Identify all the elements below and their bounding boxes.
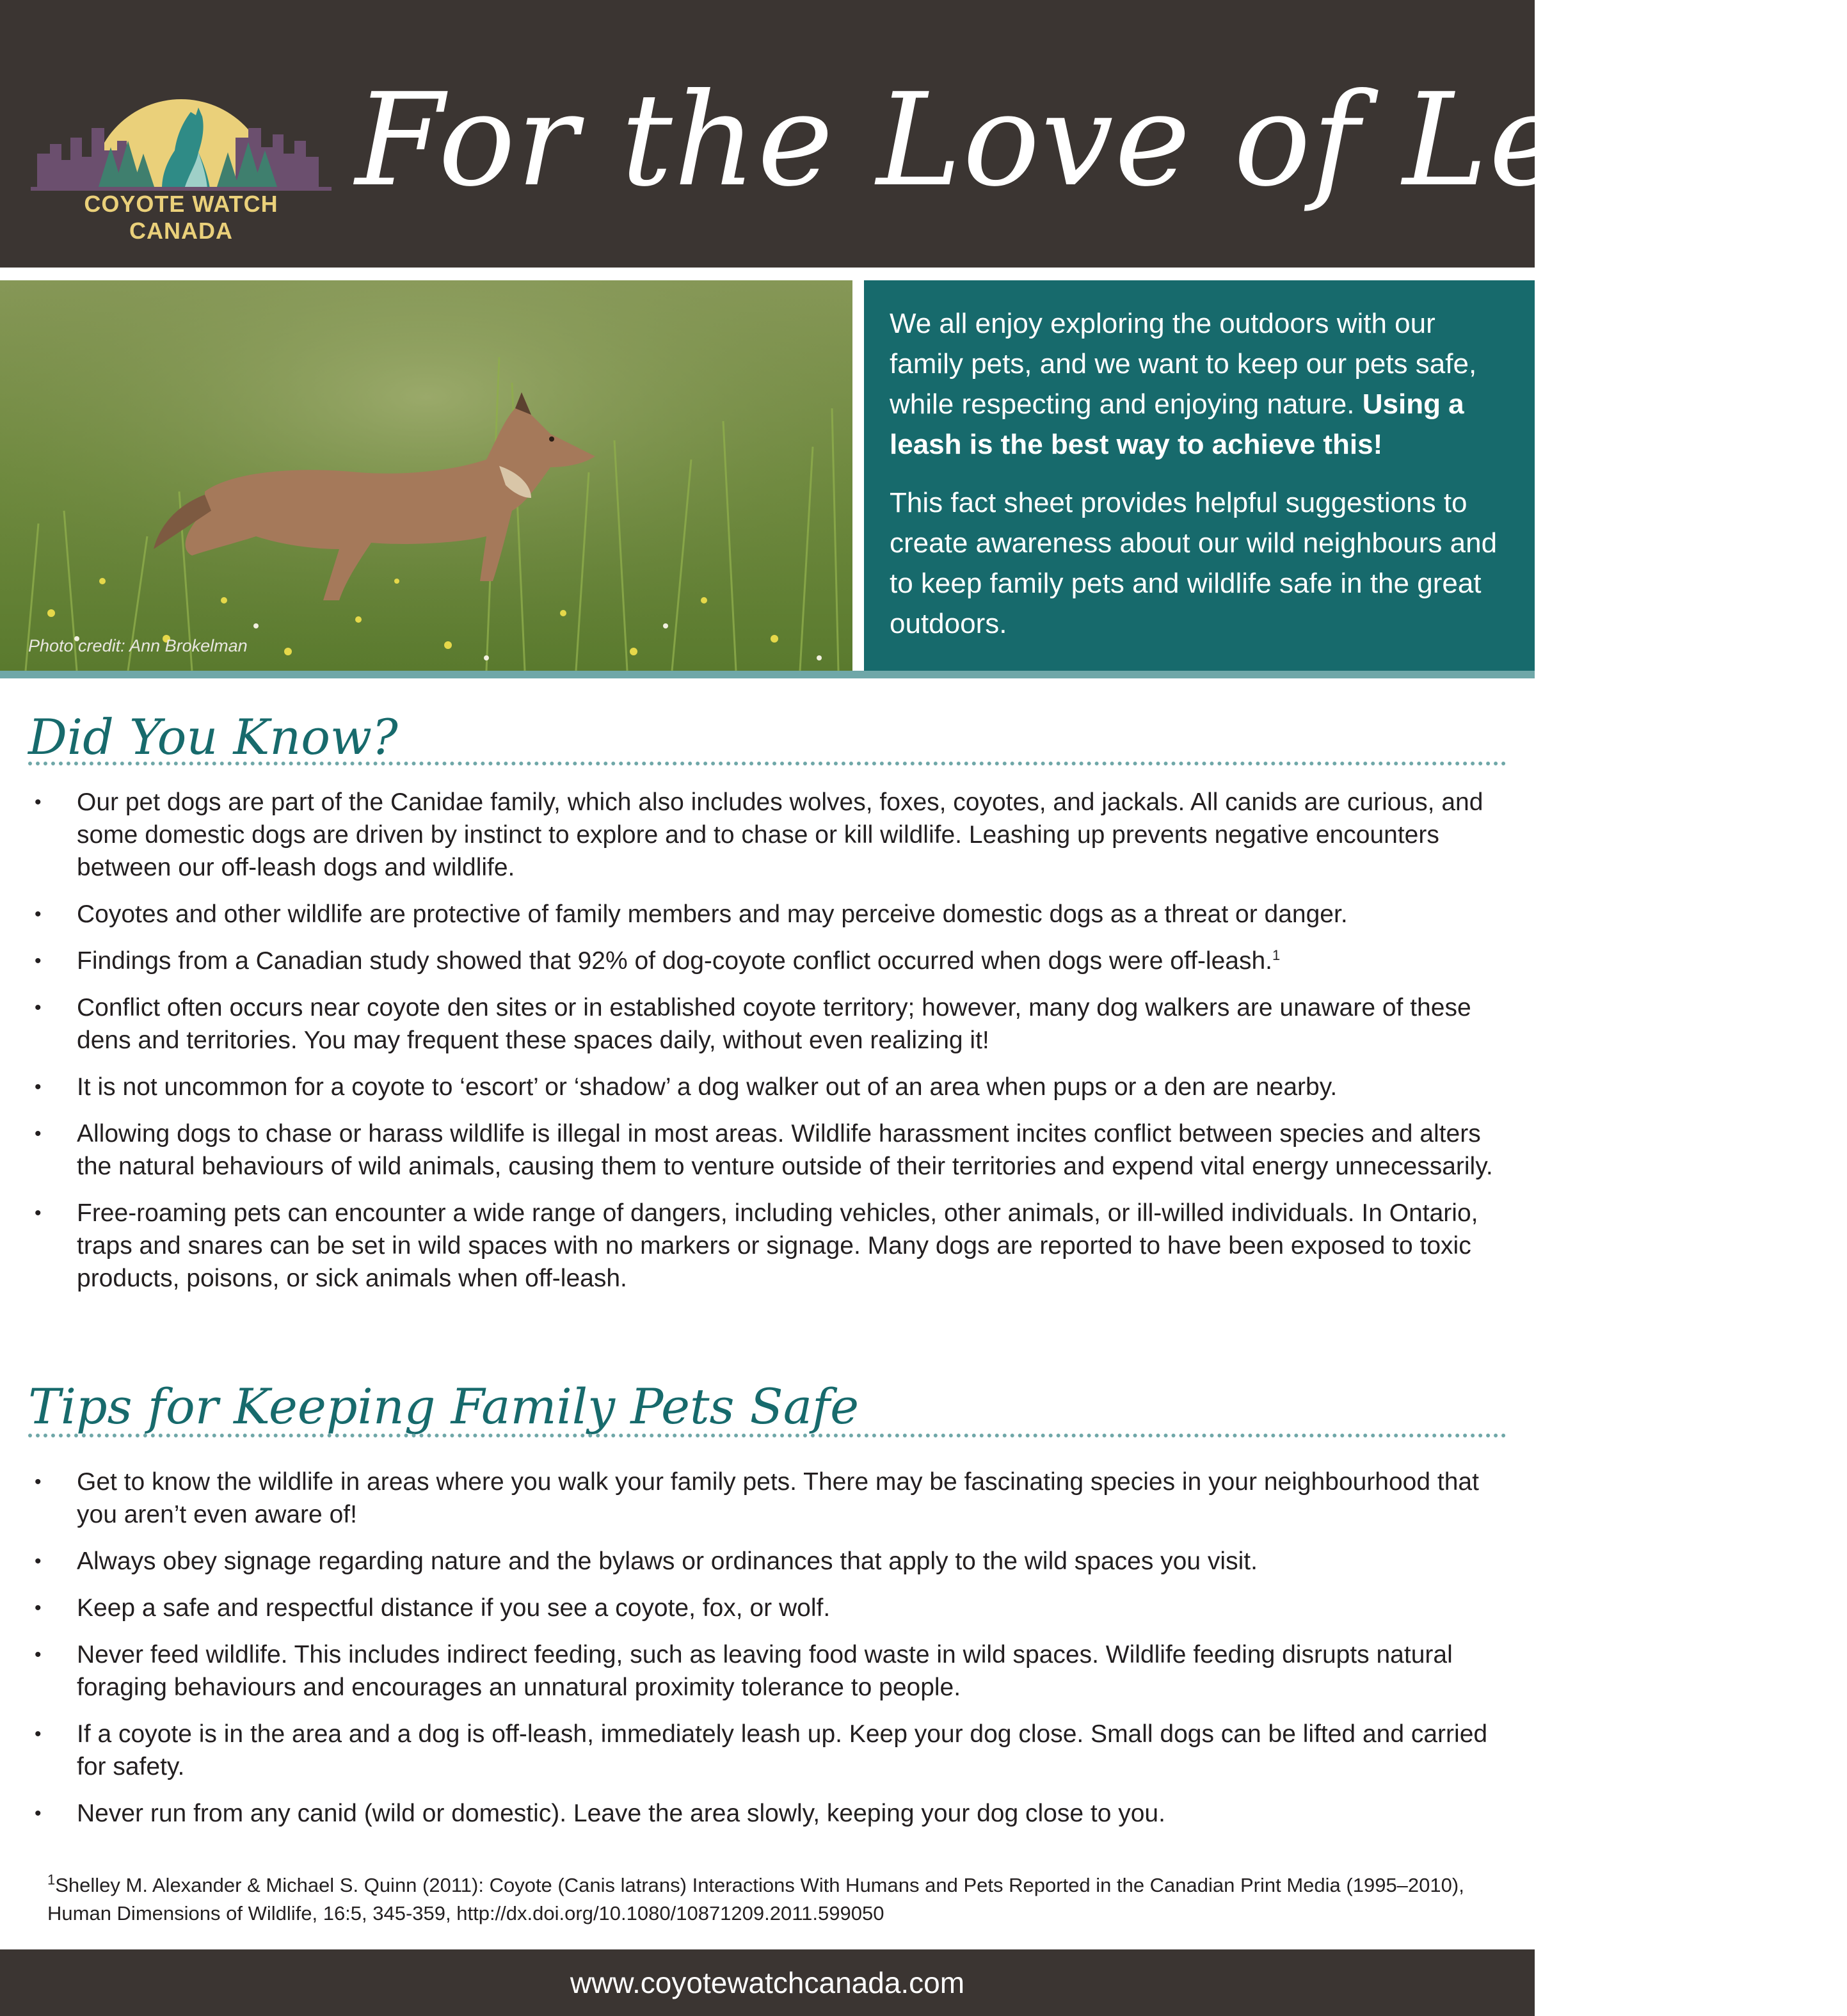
list-item: • Coyotes and other wildlife are protective of family members and may perceive domestic dogs as a threat or danger. xyxy=(28,898,1507,931)
intro-text: We all enjoy exploring the outdoors with our family pets, and we want to keep our pets safe, while respecting and enjoying nature. xyxy=(890,308,1477,420)
list-item: • Never run from any canid (wild or domestic). Leave the area slowly, keeping your dog close to you. xyxy=(28,1797,1507,1830)
footnote-text[interactable]: Shelley M. Alexander & Michael S. Quinn (2011): Coyote (Canis latrans) Interactions With Humans and Pets Reported in the Canadian Print Media (1995–2010), Human Dimensions of Wildlife, 16:5, 345-359, http://dx.doi.org/10.1080/10871209.2011.599050 xyxy=(47,1874,1464,1924)
coyote-watch-canada-logo xyxy=(31,77,332,244)
list-item: • Keep a safe and respectful distance if you see a coyote, fox, or wolf. xyxy=(28,1592,1507,1624)
tips-heading: Tips for Keeping Family Pets Safe xyxy=(28,1378,860,1435)
intro-paragraph-1 xyxy=(890,303,1509,465)
hero-divider xyxy=(0,671,1535,678)
intro-panel xyxy=(864,280,1535,671)
list-item: • Always obey signage regarding nature and the bylaws or ordinances that apply to the wild spaces you visit. xyxy=(28,1545,1507,1578)
did-you-know-heading: Did You Know? xyxy=(28,708,398,765)
list-item-text: Findings from a Canadian study showed that 92% of dog-coyote conflict occurred when dogs were off-leash. xyxy=(77,947,1273,975)
list-item: • Our pet dogs are part of the Canidae family, which also includes wolves, foxes, coyotes, and jackals. All canids are curious, and some domestic dogs are driven by instinct to explore and to chase or kill wildlife. Leashing up prevents negative encounters between our off-leash dogs and wildlife. xyxy=(28,786,1507,884)
list-item: • Allowing dogs to chase or harass wildlife is illegal in most areas. Wildlife harassment incites conflict between species and alters the natural behaviours of wild animals, causing them to venture outside of their territories and expend vital energy unnecessarily. xyxy=(28,1117,1507,1183)
intro-paragraph-2: This fact sheet provides helpful suggestions to create awareness about our wild neighbours and to keep family pets and wildlife safe in the great outdoors. xyxy=(890,487,1498,639)
did-you-know-list xyxy=(28,786,1507,1309)
footnote xyxy=(47,1871,1513,1928)
footnote-reference: 1 xyxy=(1272,947,1281,963)
photo-credit: Photo credit: Ann Brokelman xyxy=(28,636,248,655)
list-item: • Get to know the wildlife in areas where you walk your family pets. There may be fascinating species in your neighbourhood that you aren’t even aware of! xyxy=(28,1466,1507,1531)
list-item: • It is not uncommon for a coyote to ‘escort’ or ‘shadow’ a dog walker out of an area when pups or a den are nearby. xyxy=(28,1071,1507,1103)
coyote-in-meadow-image xyxy=(0,280,852,671)
list-item: • Conflict often occurs near coyote den sites or in established coyote territory; however, many dog walkers are unaware of these dens and territories. You may frequent these spaces daily, without even realizing it! xyxy=(28,991,1507,1057)
intro-emphasis: Using a leash is the best way to achieve this! xyxy=(890,388,1464,460)
list-item xyxy=(28,945,1507,977)
logo-text: COYOTE WATCH CANADA xyxy=(84,191,278,244)
page-title: For the Love of Leash! xyxy=(355,66,1847,215)
footnote-marker: 1 xyxy=(47,1871,56,1888)
list-item: • Never feed wildlife. This includes indirect feeding, such as leaving food waste in wild spaces. Wildlife feeding disrupts natural foraging behaviours and encourages an unnatural proximity tolerance to people. xyxy=(28,1638,1507,1704)
list-item: • If a coyote is in the area and a dog is off-leash, immediately leash up. Keep your dog close. Small dogs can be lifted and carried for safety. xyxy=(28,1718,1507,1783)
website-link[interactable]: www.coyotewatchcanada.com xyxy=(570,1966,965,1999)
section-divider xyxy=(28,1434,1507,1437)
section-divider xyxy=(28,762,1507,765)
tips-list xyxy=(28,1466,1507,1844)
coyote-photo xyxy=(0,280,852,671)
header-banner xyxy=(0,0,1847,268)
list-item: • Free-roaming pets can encounter a wide range of dangers, including vehicles, other animals, or ill-willed individuals. In Ontario, traps and snares can be set in wild spaces with no markers or signage. Many dogs are reported to have been exposed to toxic products, poisons, or sick animals when off-leash. xyxy=(28,1197,1507,1295)
footer-bar xyxy=(0,1949,1535,2016)
